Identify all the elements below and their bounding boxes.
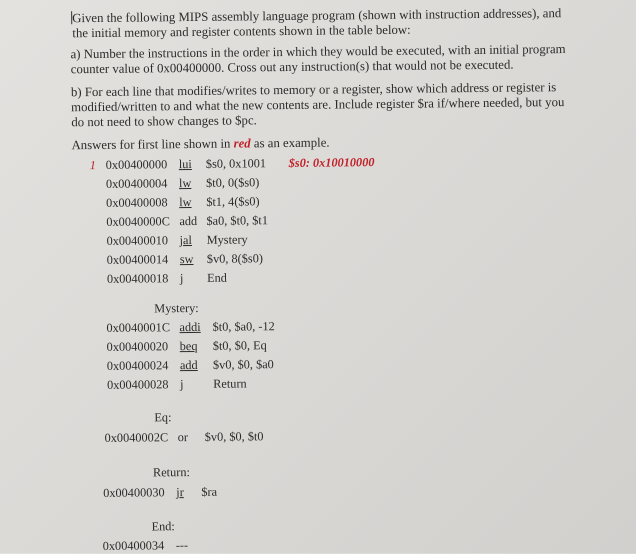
- code-address: 0x00400020: [106, 339, 169, 354]
- code-address: 0x00400008: [106, 195, 168, 210]
- code-mnemonic: add: [179, 357, 198, 373]
- code-line: [103, 485, 217, 500]
- mystery-label: Mystery:: [154, 300, 199, 316]
- code-line: [107, 376, 247, 391]
- code-address: 0x00400018: [106, 271, 169, 286]
- code-address: 0x0040001C: [106, 320, 171, 335]
- answers-red-word: red: [233, 136, 251, 151]
- part-b-line-1: b) For each line that modifies/writes to memory or a register, show which address or register is: [70, 80, 557, 100]
- code-line: [105, 429, 264, 445]
- code-operands: $v0, 8($s0): [206, 251, 263, 266]
- code-operands: Return: [213, 376, 247, 391]
- code-operands: $ra: [201, 484, 218, 499]
- part-b-line-3: do not need to show changes to $pc.: [71, 113, 257, 130]
- code-address: 0x00400028: [106, 377, 169, 392]
- code-mnemonic: lw: [178, 176, 192, 191]
- end-label: End:: [151, 519, 175, 534]
- code-mnemonic: lui: [178, 157, 192, 172]
- intro-line-2: the initial memory and register contents shown in the table below:: [72, 22, 411, 41]
- part-a-line-2: counter value of 0x00400000. Cross out any instruction(s) that would not be executed.: [70, 57, 514, 77]
- code-address: 0x0040002C: [104, 430, 169, 445]
- code-operands: $v0, $0, $t0: [204, 429, 264, 444]
- example-step-number: 1: [89, 158, 96, 173]
- code-mnemonic: add: [179, 213, 198, 229]
- intro-line-1: Given the following MIPS assembly language program (shown with instruction addresses), and: [72, 6, 562, 26]
- code-operands: Mystery: [206, 232, 248, 247]
- part-a-line-1: a) Number the instructions in the order in which they would be executed, with an initial program: [70, 42, 566, 62]
- code-line: [106, 213, 268, 229]
- code-operands: $a0, $t0, $t1: [206, 213, 269, 228]
- answers-suffix: as an example.: [253, 135, 330, 151]
- code-mnemonic: lw: [179, 195, 192, 210]
- code-address: 0x00400014: [106, 252, 169, 267]
- code-address: 0x00400000: [105, 157, 168, 172]
- code-line: [107, 338, 267, 354]
- code-line: [107, 271, 227, 286]
- code-operands: $t0, $0, Eq: [212, 338, 267, 353]
- code-address: 0x00400034: [102, 538, 165, 553]
- answers-prefix: Answers for first line shown in: [71, 136, 231, 153]
- code-line: [106, 319, 274, 335]
- eq-label: Eq:: [154, 410, 172, 425]
- code-address: 0x0040000C: [106, 214, 170, 229]
- code-mnemonic: jal: [179, 233, 192, 248]
- code-address: 0x00400004: [105, 176, 168, 191]
- code-line: [106, 175, 260, 191]
- part-b-line-2: modified/written to and what the new contents are. Include register $ra if/where needed, but you: [71, 95, 565, 115]
- code-mnemonic: addi: [179, 319, 201, 335]
- code-mnemonic: jr: [176, 485, 184, 500]
- code-line: [107, 357, 274, 373]
- code-operands: $v0, $0, $a0: [212, 357, 274, 372]
- answers-note: [71, 136, 329, 153]
- code-line: [106, 194, 260, 210]
- code-mnemonic: j: [180, 377, 184, 392]
- code-mnemonic: beq: [179, 338, 198, 354]
- code-operands: $t0, 0($s0): [206, 175, 260, 190]
- code-mnemonic: ---: [175, 538, 189, 553]
- code-line: [106, 232, 247, 247]
- code-address: 0x00400030: [103, 485, 165, 500]
- code-line: [106, 156, 266, 172]
- example-result: $s0: 0x10010000: [288, 155, 375, 170]
- code-mnemonic: j: [179, 271, 184, 286]
- code-mnemonic: or: [177, 430, 188, 445]
- code-operands: $s0, 0x1001: [205, 156, 267, 171]
- code-line: [107, 251, 263, 267]
- code-line: [103, 538, 200, 553]
- code-address: 0x00400010: [106, 233, 169, 248]
- code-operands: $t0, $a0, -12: [212, 319, 275, 334]
- return-label: Return:: [152, 465, 190, 480]
- code-operands: End: [207, 270, 227, 285]
- code-operands: $t1, 4($s0): [206, 194, 260, 209]
- code-mnemonic: sw: [179, 251, 194, 267]
- code-address: 0x00400024: [106, 358, 169, 373]
